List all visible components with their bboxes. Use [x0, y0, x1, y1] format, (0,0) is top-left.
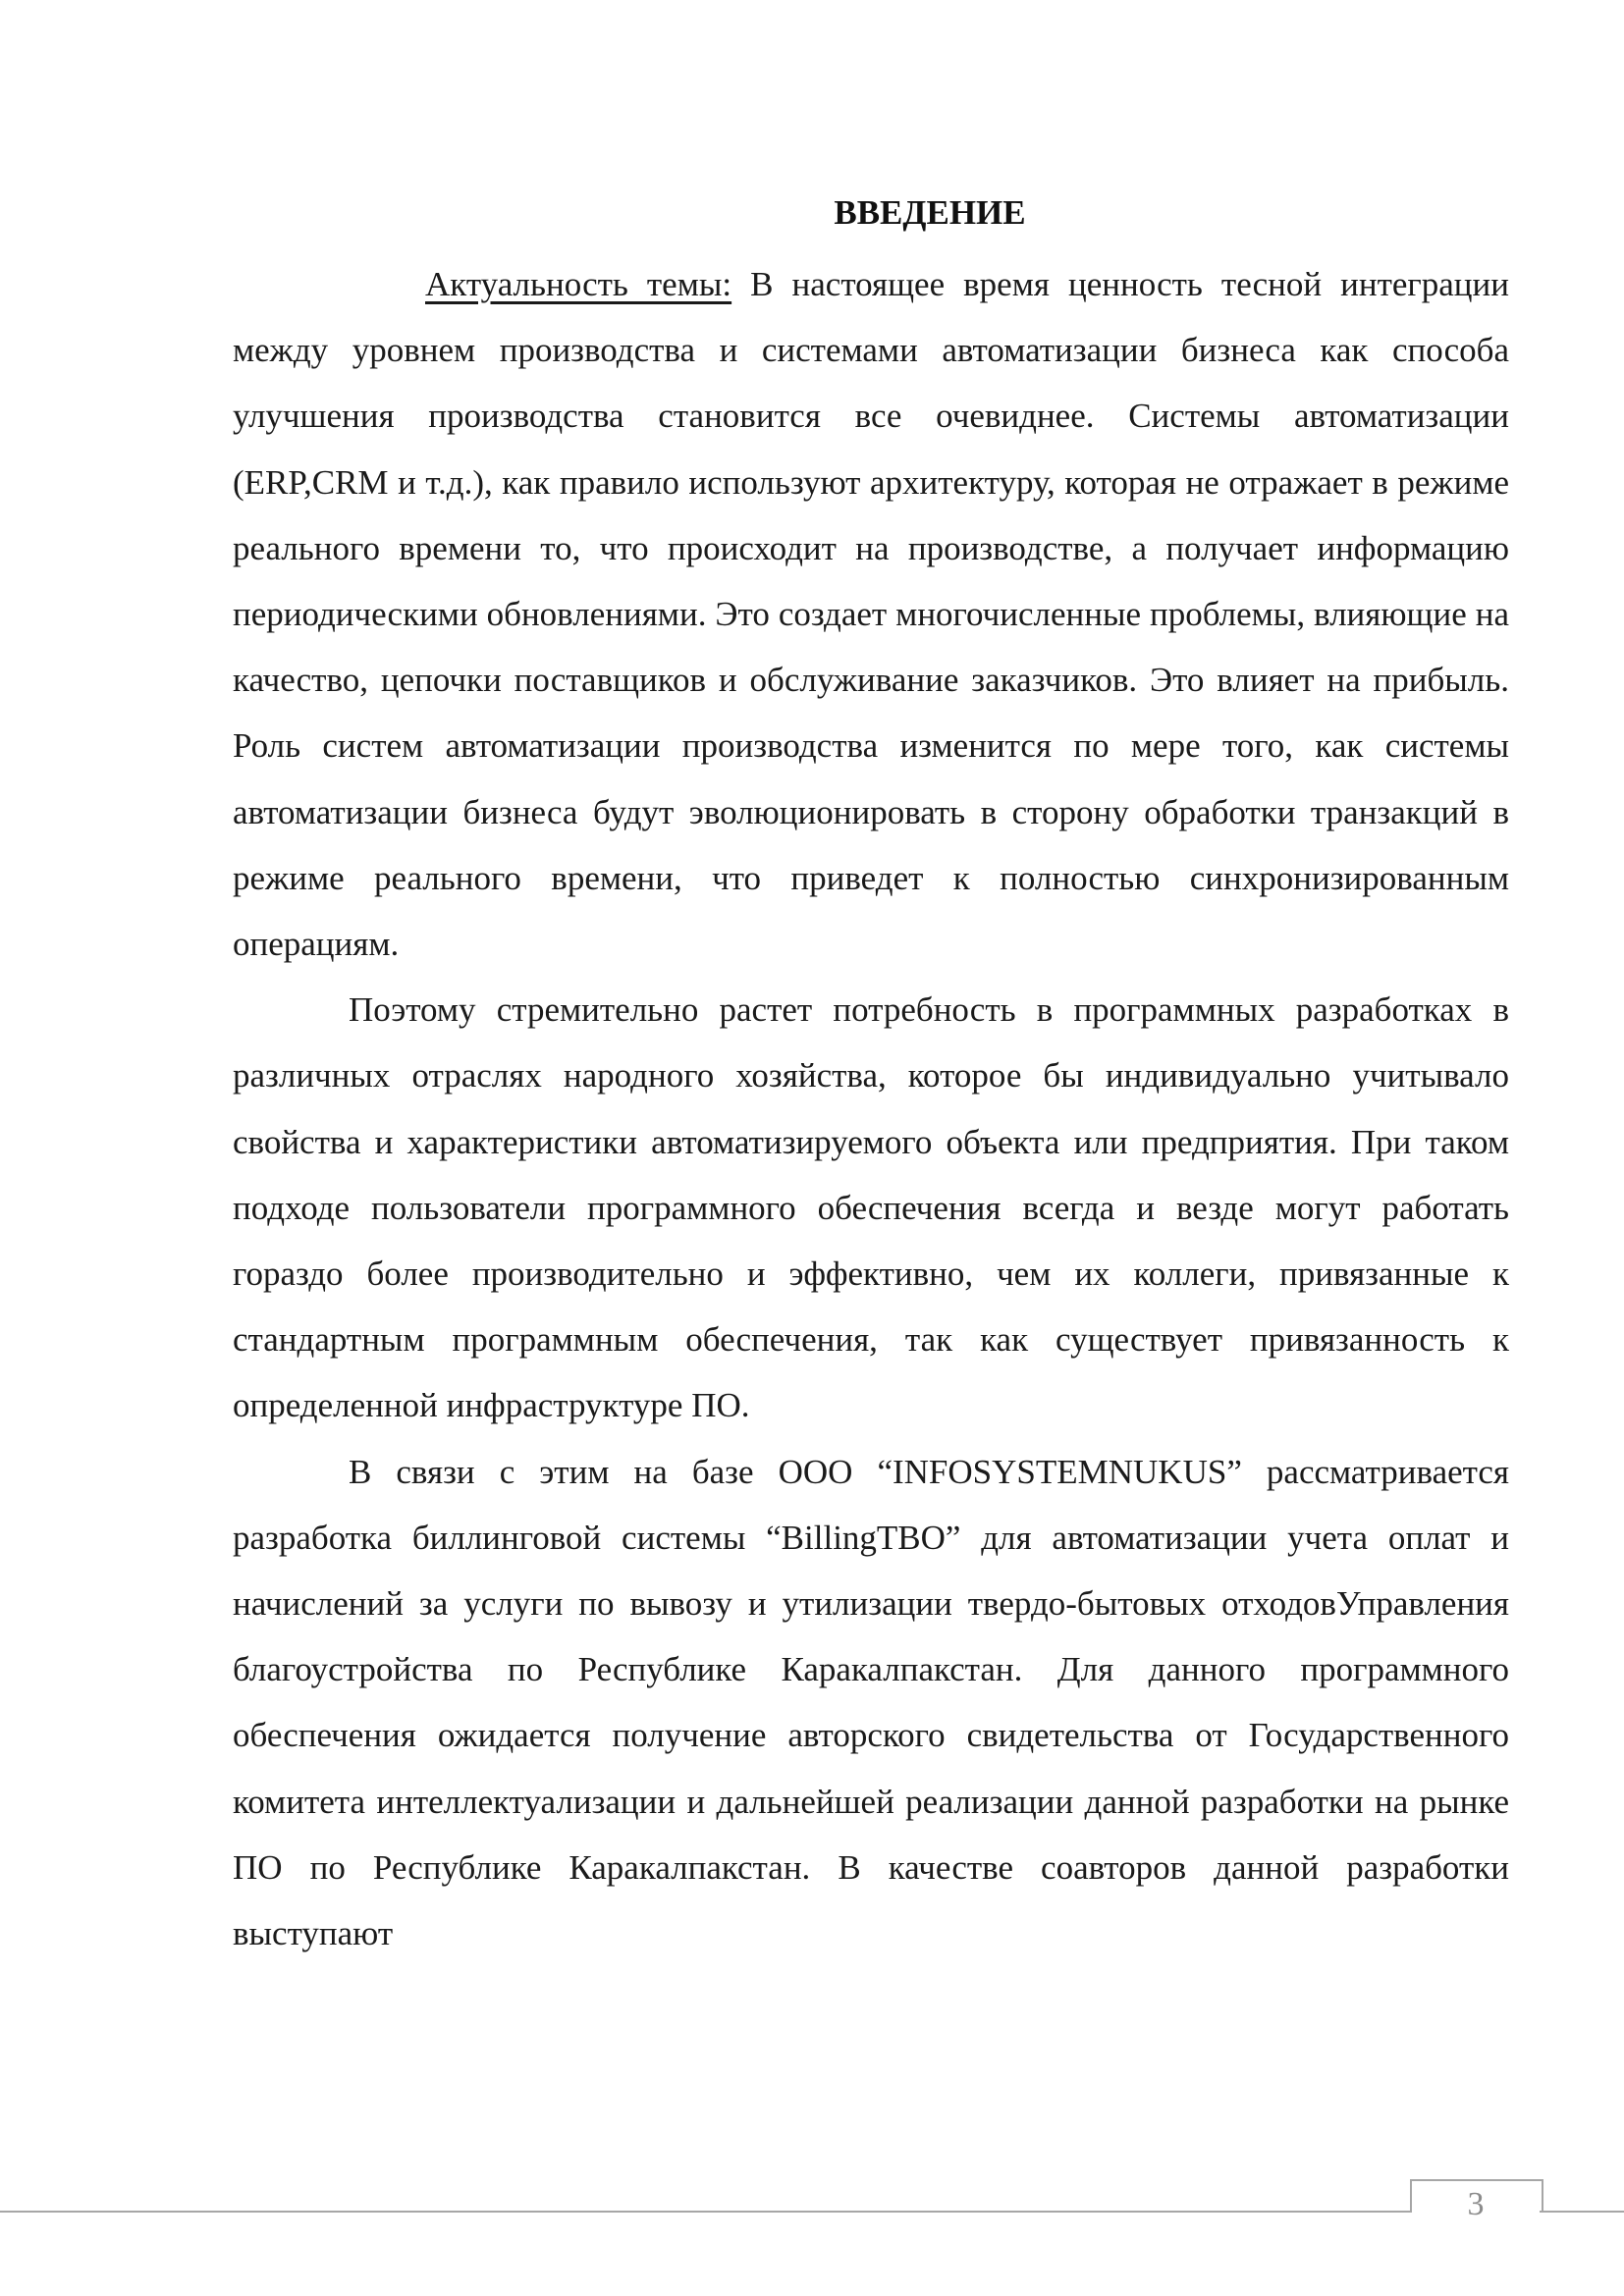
footer-divider-left	[0, 2211, 1410, 2213]
section-heading: ВВЕДЕНИЕ	[834, 193, 1026, 232]
paragraph-relevance	[233, 251, 1509, 977]
page-number: 3	[1467, 2186, 1485, 2222]
footer-divider-right	[1540, 2211, 1624, 2213]
paragraph-demand: Поэтому стремительно растет потребность в программных разработках в различных отраслях народного хозяйства, которое бы индивидуально учитывало свойства и характеристики автоматизируемого объекта или предприятия. При таком подходе пользователи программного обеспечения всегда и везде могут работать гораздо более производительно и эффективно, чем их коллеги, привязанные к стандартным программным обеспечения, так как существует привязанность к определенной инфраструктуре ПО.	[233, 990, 1509, 1425]
relevance-text: В настоящее время ценность тесной интеграции между уровнем производства и системами автоматизации бизнеса как способа улучшения производства становится все очевиднее. Системы автоматизации (ERP,CRM и т.д.), как правило используют архитектуру, которая не отражает в режиме реального времени то, что происходит на производстве, а получает информацию периодическими обновлениями. Это создает многочисленные проблемы, влияющие на качество, цепочки поставщиков и обслуживание заказчиков. Это влияет на прибыль. Роль систем автоматизации производства изменится по мере того, как системы автоматизации бизнеса будут эволюционировать в сторону обработки транзакций в режиме реального времени, что приведет к полностью синхронизированным операциям.	[233, 265, 1509, 964]
relevance-label: Актуальность темы:	[425, 265, 732, 303]
body-text	[233, 251, 1509, 1966]
paragraph-billing-system: В связи с этим на базе ООО “INFOSYSTEMNUKUS” рассматривается разработка биллинговой системы “BillingTBO” для автоматизации учета оплат и начислений за услуги по вывозу и утилизации твердо-бытовых отходовУправления благоустройства по Республике Каракалпакстан. Для данного программного обеспечения ожидается получение авторского свидетельства от Государственного комитета интеллектуализации и дальнейшей реализации данной разработки на рынке ПО по Республике Каракалпакстан. В качестве соавторов данной разработки выступают	[233, 1452, 1509, 1953]
